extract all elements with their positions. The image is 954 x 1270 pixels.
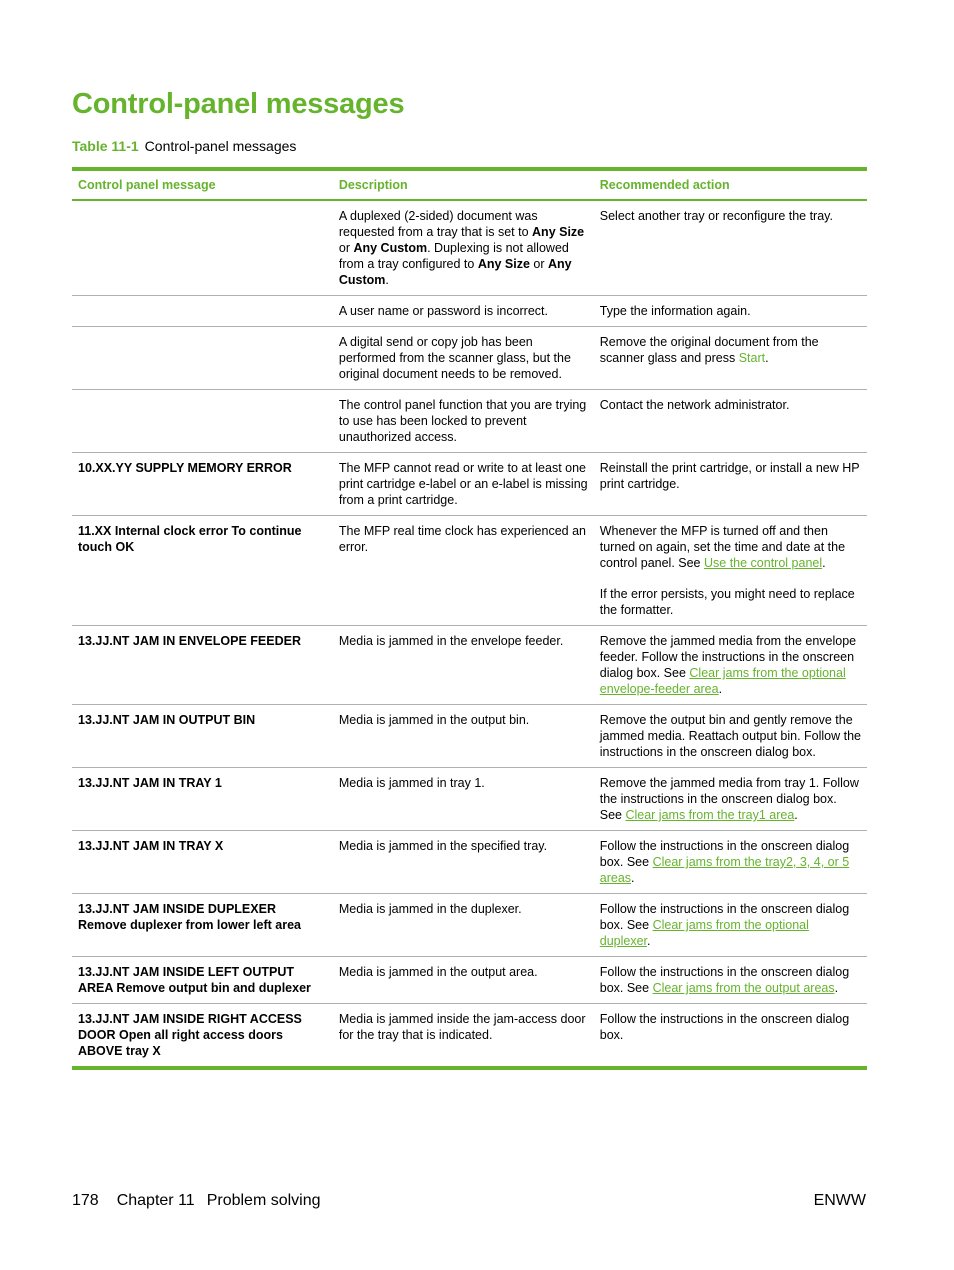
bold-term: Any Custom: [353, 241, 428, 255]
cell-message: 13.JJ.NT JAM INSIDE RIGHT ACCESS DOOR Open all right access doors ABOVE tray X: [78, 1012, 302, 1058]
text-run: . Duplexing is not allowed from a tray configured to: [338, 241, 569, 271]
column-header-description: Description: [338, 178, 408, 192]
text-run: Contact the network administrator.: [599, 398, 790, 412]
cell-recommended-action: [594, 516, 867, 626]
text-run: The MFP real time clock has experienced an error.: [338, 524, 586, 554]
text-run: .: [794, 808, 798, 822]
cell-description: [333, 705, 594, 768]
text-run: Media is jammed in the output area.: [338, 965, 538, 979]
text-run: .: [631, 871, 635, 885]
text-run: The control panel function that you are trying to use has been locked to prevent unauthorized access.: [338, 398, 587, 444]
additional-paragraph: If the error persists, you might need to replace the formatter.: [599, 587, 855, 617]
bold-term: Any Custom: [338, 257, 572, 287]
table-row: [72, 516, 867, 626]
page-title: Control-panel messages: [72, 88, 405, 120]
cell-description: [333, 453, 594, 516]
cell-description: [333, 831, 594, 894]
text-run: The MFP cannot read or write to at least one print cartridge e-label or an e-label is missing from a print cartridge.: [338, 461, 588, 507]
cell-message: 13.JJ.NT JAM IN OUTPUT BIN: [78, 713, 256, 727]
cross-reference-link[interactable]: Use the control panel: [704, 556, 823, 570]
text-run: Media is jammed in the specified tray.: [338, 839, 548, 853]
cell-description: [333, 768, 594, 831]
table-body: [72, 200, 867, 1068]
text-run: Media is jammed in the duplexer.: [338, 902, 522, 916]
cell-message: 10.XX.YY SUPPLY MEMORY ERROR: [78, 461, 292, 475]
text-run: .: [385, 273, 389, 287]
text-run: A user name or password is incorrect.: [338, 304, 548, 318]
column-header-action: Recommended action: [599, 178, 730, 192]
cross-reference-link[interactable]: Clear jams from the tray1 area: [625, 808, 795, 822]
cell-message: [72, 327, 333, 390]
cell-recommended-action: [594, 957, 867, 1004]
cell-recommended-action: [594, 831, 867, 894]
text-run: Remove the output bin and gently remove the jammed media. Reattach output bin. Follow the instructions in the onscreen dialog box.: [599, 713, 861, 759]
table-caption-number: Table 11-1: [72, 138, 139, 154]
footer-section: Problem solving: [206, 1192, 321, 1209]
table-row: [72, 453, 867, 516]
text-run: Select another tray or reconfigure the tray.: [599, 209, 833, 223]
table-row: [72, 200, 867, 296]
cross-reference-link[interactable]: Clear jams from the optional duplexer: [599, 918, 809, 948]
page-number: 178: [72, 1192, 99, 1209]
cell-recommended-action: [594, 626, 867, 705]
text-run: .: [765, 351, 769, 365]
text-run: Media is jammed in tray 1.: [338, 776, 485, 790]
text-run: A duplexed (2-sided) document was requested from a tray that is set to: [338, 209, 538, 239]
cell-recommended-action: [594, 327, 867, 390]
table-header-row: [72, 169, 867, 200]
table-row: [72, 957, 867, 1004]
table-row: [72, 390, 867, 453]
cell-recommended-action: [594, 200, 867, 296]
text-run: Follow the instructions in the onscreen dialog box.: [599, 1012, 850, 1042]
bold-term: Any Size: [532, 225, 585, 239]
cell-message: 11.XX Internal clock error To continue touch OK: [78, 524, 302, 554]
text-run: .: [822, 556, 826, 570]
text-run: A digital send or copy job has been performed from the scanner glass, but the original document needs to be removed.: [338, 335, 571, 381]
text-run: Follow the instructions in the onscreen dialog box. See: [599, 902, 850, 932]
text-run: .: [834, 981, 839, 995]
cross-reference-link[interactable]: Clear jams from the tray2, 3, 4, or 5 areas: [599, 855, 850, 885]
cell-description: [333, 200, 594, 296]
cell-description: [333, 516, 594, 626]
text-run: Media is jammed in the output bin.: [338, 713, 530, 727]
text-run: or: [338, 241, 354, 255]
text-run: Follow the instructions in the onscreen dialog box. See: [599, 839, 850, 869]
cell-message: [72, 390, 333, 453]
control-panel-messages-table: [72, 167, 867, 1070]
cell-description: [333, 957, 594, 1004]
cell-message: 13.JJ.NT JAM IN ENVELOPE FEEDER: [78, 634, 301, 648]
table-row: [72, 894, 867, 957]
table-row: [72, 705, 867, 768]
cell-message: 13.JJ.NT JAM IN TRAY 1: [78, 776, 222, 790]
table-row: [72, 831, 867, 894]
footer-right-label: ENWW: [813, 1192, 866, 1209]
text-run: Reinstall the print cartridge, or install a new HP print cartridge.: [599, 461, 860, 491]
cell-message: 13.JJ.NT JAM IN TRAY X: [78, 839, 224, 853]
cell-message: [72, 296, 333, 327]
text-run: Media is jammed in the envelope feeder.: [338, 634, 564, 648]
footer-left: [72, 1192, 321, 1210]
cross-reference-link[interactable]: Clear jams from the output areas: [652, 981, 835, 995]
text-run: .: [718, 682, 723, 696]
button-name: Start: [738, 351, 766, 365]
cell-recommended-action: [594, 296, 867, 327]
text-run: Type the information again.: [599, 304, 751, 318]
text-run: Media is jammed inside the jam-access door for the tray that is indicated.: [338, 1012, 586, 1042]
bold-term: Any Size: [477, 257, 530, 271]
cell-description: [333, 296, 594, 327]
cell-description: [333, 390, 594, 453]
text-run: or: [529, 257, 548, 271]
table-caption-text: Control-panel messages: [144, 138, 297, 154]
text-run: Follow the instructions in the onscreen dialog box. See: [599, 965, 850, 995]
cell-description: [333, 626, 594, 705]
cell-recommended-action: [594, 768, 867, 831]
cell-recommended-action: [594, 894, 867, 957]
cell-description: [333, 894, 594, 957]
table-caption: [72, 138, 296, 154]
cell-recommended-action: [594, 1004, 867, 1069]
cell-description: [333, 1004, 594, 1069]
cell-message: 13.JJ.NT JAM INSIDE LEFT OUTPUT AREA Remove output bin and duplexer: [78, 965, 311, 995]
table-row: [72, 768, 867, 831]
cell-message: 13.JJ.NT JAM INSIDE DUPLEXER Remove duplexer from lower left area: [78, 902, 301, 932]
text-run: Remove the jammed media from tray 1. Follow the instructions in the onscreen dialog box. See: [599, 776, 859, 822]
cell-recommended-action: [594, 705, 867, 768]
text-run: Whenever the MFP is turned off and then turned on again, set the time and date at the control panel. See: [599, 524, 846, 570]
table-row: [72, 327, 867, 390]
footer-chapter: Chapter 11: [116, 1192, 195, 1209]
cell-recommended-action: [594, 453, 867, 516]
cell-recommended-action: [594, 390, 867, 453]
cross-reference-link[interactable]: Clear jams from the optional envelope-feeder area: [599, 666, 846, 696]
text-run: Remove the original document from the scanner glass and press: [599, 335, 819, 365]
table-row: [72, 296, 867, 327]
table-row: [72, 1004, 867, 1069]
text-run: Remove the jammed media from the envelope feeder. Follow the instructions in the onscreen dialog box. See: [599, 634, 857, 680]
cell-description: [333, 327, 594, 390]
table-row: [72, 626, 867, 705]
column-header-message: Control panel message: [78, 178, 216, 192]
text-run: .: [647, 934, 651, 948]
cell-message: [72, 200, 333, 296]
